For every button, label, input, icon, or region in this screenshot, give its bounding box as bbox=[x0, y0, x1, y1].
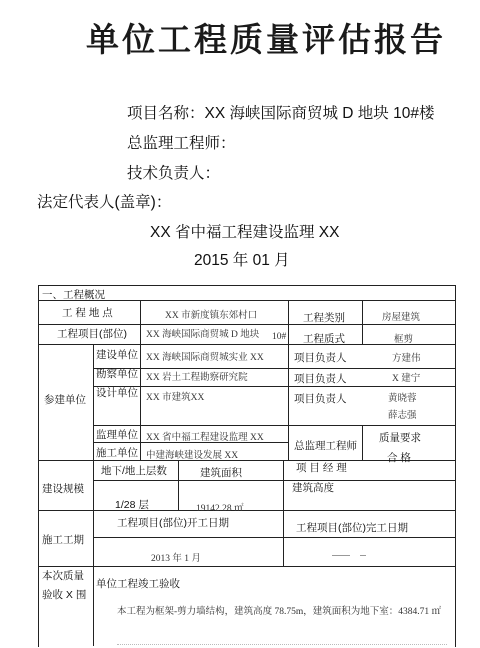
party-pm: X 建宁 bbox=[392, 374, 421, 384]
floors-value: 1/28 层 bbox=[115, 499, 149, 511]
company-line: XX 省中福工程建设监理 XX bbox=[150, 224, 340, 241]
party-role: 设计单位 bbox=[96, 387, 138, 399]
designer-extra-name: 薛志强 bbox=[388, 411, 417, 421]
tech-lead-line: 技术负责人： bbox=[127, 165, 221, 182]
scope-title: 单位工程竣工验收 bbox=[96, 578, 180, 590]
table-rule bbox=[288, 300, 289, 460]
scale-label: 建设规模 bbox=[42, 483, 84, 495]
project-value-suffix: 10# bbox=[272, 332, 287, 342]
table-rule bbox=[38, 510, 456, 511]
table-rule bbox=[38, 566, 456, 567]
location-label: 工 程 地 点 bbox=[62, 307, 113, 319]
area-label: 建筑面积 bbox=[200, 467, 242, 479]
category-label: 工程类别 bbox=[303, 312, 345, 324]
project-label: 工程项目(部位) bbox=[57, 328, 127, 340]
start-value: 2013 年 1 月 bbox=[151, 554, 201, 564]
section-title: 一、工程概况 bbox=[42, 289, 105, 301]
table-rule bbox=[283, 510, 284, 566]
scope-label: 验收 X 围 bbox=[42, 589, 87, 601]
party-name: XX 海峡国际商贸城实业 XX bbox=[146, 353, 264, 363]
parties-label: 参建单位 bbox=[44, 394, 86, 406]
party-name: 中建海峡建设发展 XX bbox=[146, 451, 239, 461]
party-role: 建设单位 bbox=[96, 349, 138, 361]
period-label: 施工工期 bbox=[42, 534, 84, 546]
table-rule bbox=[93, 386, 456, 387]
party-pm-label: 项目负责人 bbox=[294, 373, 347, 385]
party-name: XX 岩土工程勘察研究院 bbox=[146, 373, 248, 383]
party-pm: 方建伟 bbox=[392, 354, 421, 364]
start-label: 工程项目(部位)开工日期 bbox=[117, 517, 229, 529]
project-name-line: 项目名称：XX 海峡国际商贸城 D 地块 10#楼 bbox=[127, 105, 435, 122]
cut-off-text-row bbox=[117, 644, 447, 648]
end-label: 工程项目(部位)完工日期 bbox=[296, 522, 408, 534]
party-name: XX 市建筑XX bbox=[146, 393, 205, 403]
table-rule bbox=[362, 300, 363, 344]
party-role: 施工单位 bbox=[96, 447, 138, 459]
location-value: XX 市新度镇东郊村口 bbox=[165, 311, 258, 321]
scope-label: 本次质量 bbox=[42, 570, 84, 582]
table-rule bbox=[140, 344, 141, 460]
end-value-mark bbox=[332, 555, 350, 556]
table-rule bbox=[93, 425, 456, 426]
report-date: 2015 年 01 月 bbox=[194, 252, 290, 269]
party-pm-label: 项目负责人 bbox=[294, 393, 347, 405]
quality-req-label: 质量要求 bbox=[379, 432, 421, 444]
party-name: XX 省中福工程建设监理 XX bbox=[146, 433, 264, 443]
project-value: XX 海峡国际商贸城 D 地块 bbox=[146, 330, 260, 340]
end-value-mark bbox=[360, 555, 366, 556]
table-rule bbox=[93, 344, 94, 646]
quality-form-value: 框剪 bbox=[394, 335, 414, 345]
report-title: 单位工程质量评估报告 bbox=[86, 20, 446, 59]
chief-engineer-label: 总监理工程师 bbox=[294, 440, 357, 452]
category-value: 房屋建筑 bbox=[382, 313, 421, 323]
party-pm-label: 项目负责人 bbox=[294, 352, 347, 364]
table-rule bbox=[362, 425, 363, 460]
table-rule bbox=[140, 300, 141, 344]
table-rule bbox=[93, 480, 456, 481]
floors-label: 地下/地上层数 bbox=[101, 465, 167, 477]
table-rule bbox=[178, 460, 179, 510]
area-value: 19142.28 ㎡ bbox=[196, 504, 244, 514]
quality-req-value: 合 格 bbox=[387, 452, 411, 464]
table-rule bbox=[38, 324, 456, 325]
table-rule bbox=[93, 537, 456, 538]
chief-supervisor-line: 总监理工程师： bbox=[127, 135, 236, 152]
party-pm: 黄晓蓉 bbox=[388, 394, 417, 404]
legal-rep-line: 法定代表人(盖章)： bbox=[37, 194, 172, 211]
quality-form-label: 工程质式 bbox=[303, 333, 345, 345]
party-role: 监理单位 bbox=[96, 429, 138, 441]
height-label: 建筑高度 bbox=[292, 482, 334, 494]
party-role: 勘察单位 bbox=[96, 368, 138, 380]
pm2-label: 项 目 经 理 bbox=[296, 462, 347, 474]
scope-text: 本工程为框架-剪力墙结构，建筑高度 78.75m，建筑面积为地下室：4384.71 ㎡ bbox=[117, 607, 442, 617]
table-rule bbox=[283, 460, 284, 510]
